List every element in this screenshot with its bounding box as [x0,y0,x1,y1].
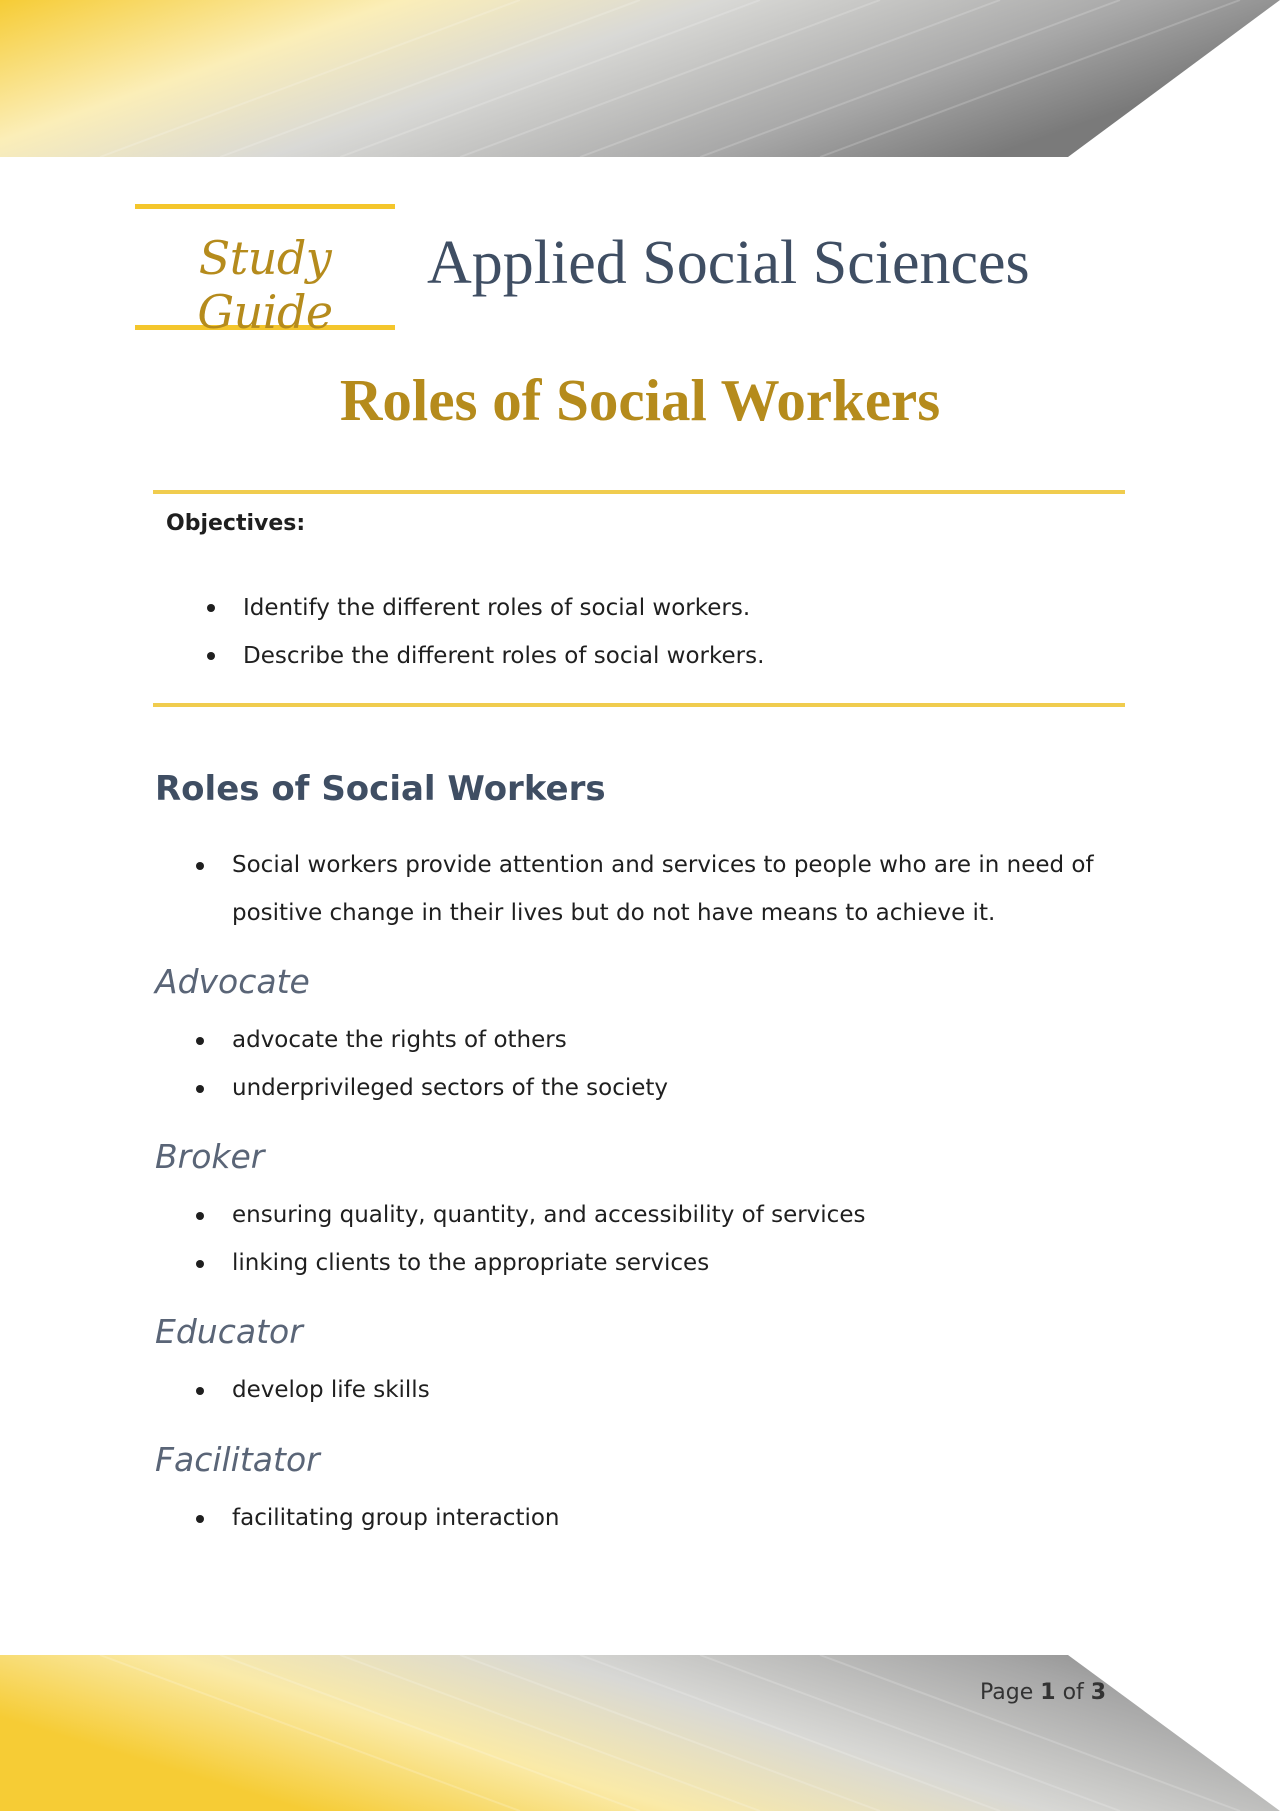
footer-banner [0,1655,1280,1811]
objectives-box [153,490,1125,707]
role-heading-educator: Educator [155,1312,303,1351]
section-content [155,842,1095,1559]
educator-list [155,1367,1095,1415]
facilitator-list [155,1495,1095,1543]
header-banner [0,0,1280,157]
page-word: Page [980,1680,1034,1705]
list-item: ensuring quality, quantity, and accessibility of services [155,1192,1095,1240]
advocate-list [155,1017,1095,1112]
objective-item: Identify the different roles of social workers. [153,594,764,642]
page-title: Roles of Social Workers [339,367,941,433]
objectives-list [153,594,764,690]
role-heading-facilitator: Facilitator [155,1439,320,1479]
list-item: linking clients to the appropriate services [155,1240,1095,1288]
intro-item: Social workers provide attention and services to people who are in need of positive change in their lives but do not have means to achieve it. [155,842,1095,937]
section-heading: Roles of Social Workers [155,769,606,809]
objectives-heading: Objectives: [166,511,306,536]
subject-title: Applied Social Sciences [427,229,1030,297]
page-number [980,1680,1106,1705]
list-item: develop life skills [155,1367,1095,1415]
of-word: of [1062,1680,1084,1705]
list-item: advocate the rights of others [155,1017,1095,1065]
intro-list [155,842,1095,937]
current-page: 1 [1040,1680,1056,1705]
study-guide-text: Study Guide [197,231,333,339]
total-pages: 3 [1090,1680,1107,1705]
list-item: facilitating group interaction [155,1495,1095,1543]
role-heading-advocate: Advocate [155,962,310,1001]
study-guide-label [135,204,395,339]
objective-item: Describe the different roles of social workers. [153,642,764,690]
role-heading-broker: Broker [155,1137,265,1176]
broker-list [155,1192,1095,1287]
list-item: underprivileged sectors of the society [155,1065,1095,1113]
